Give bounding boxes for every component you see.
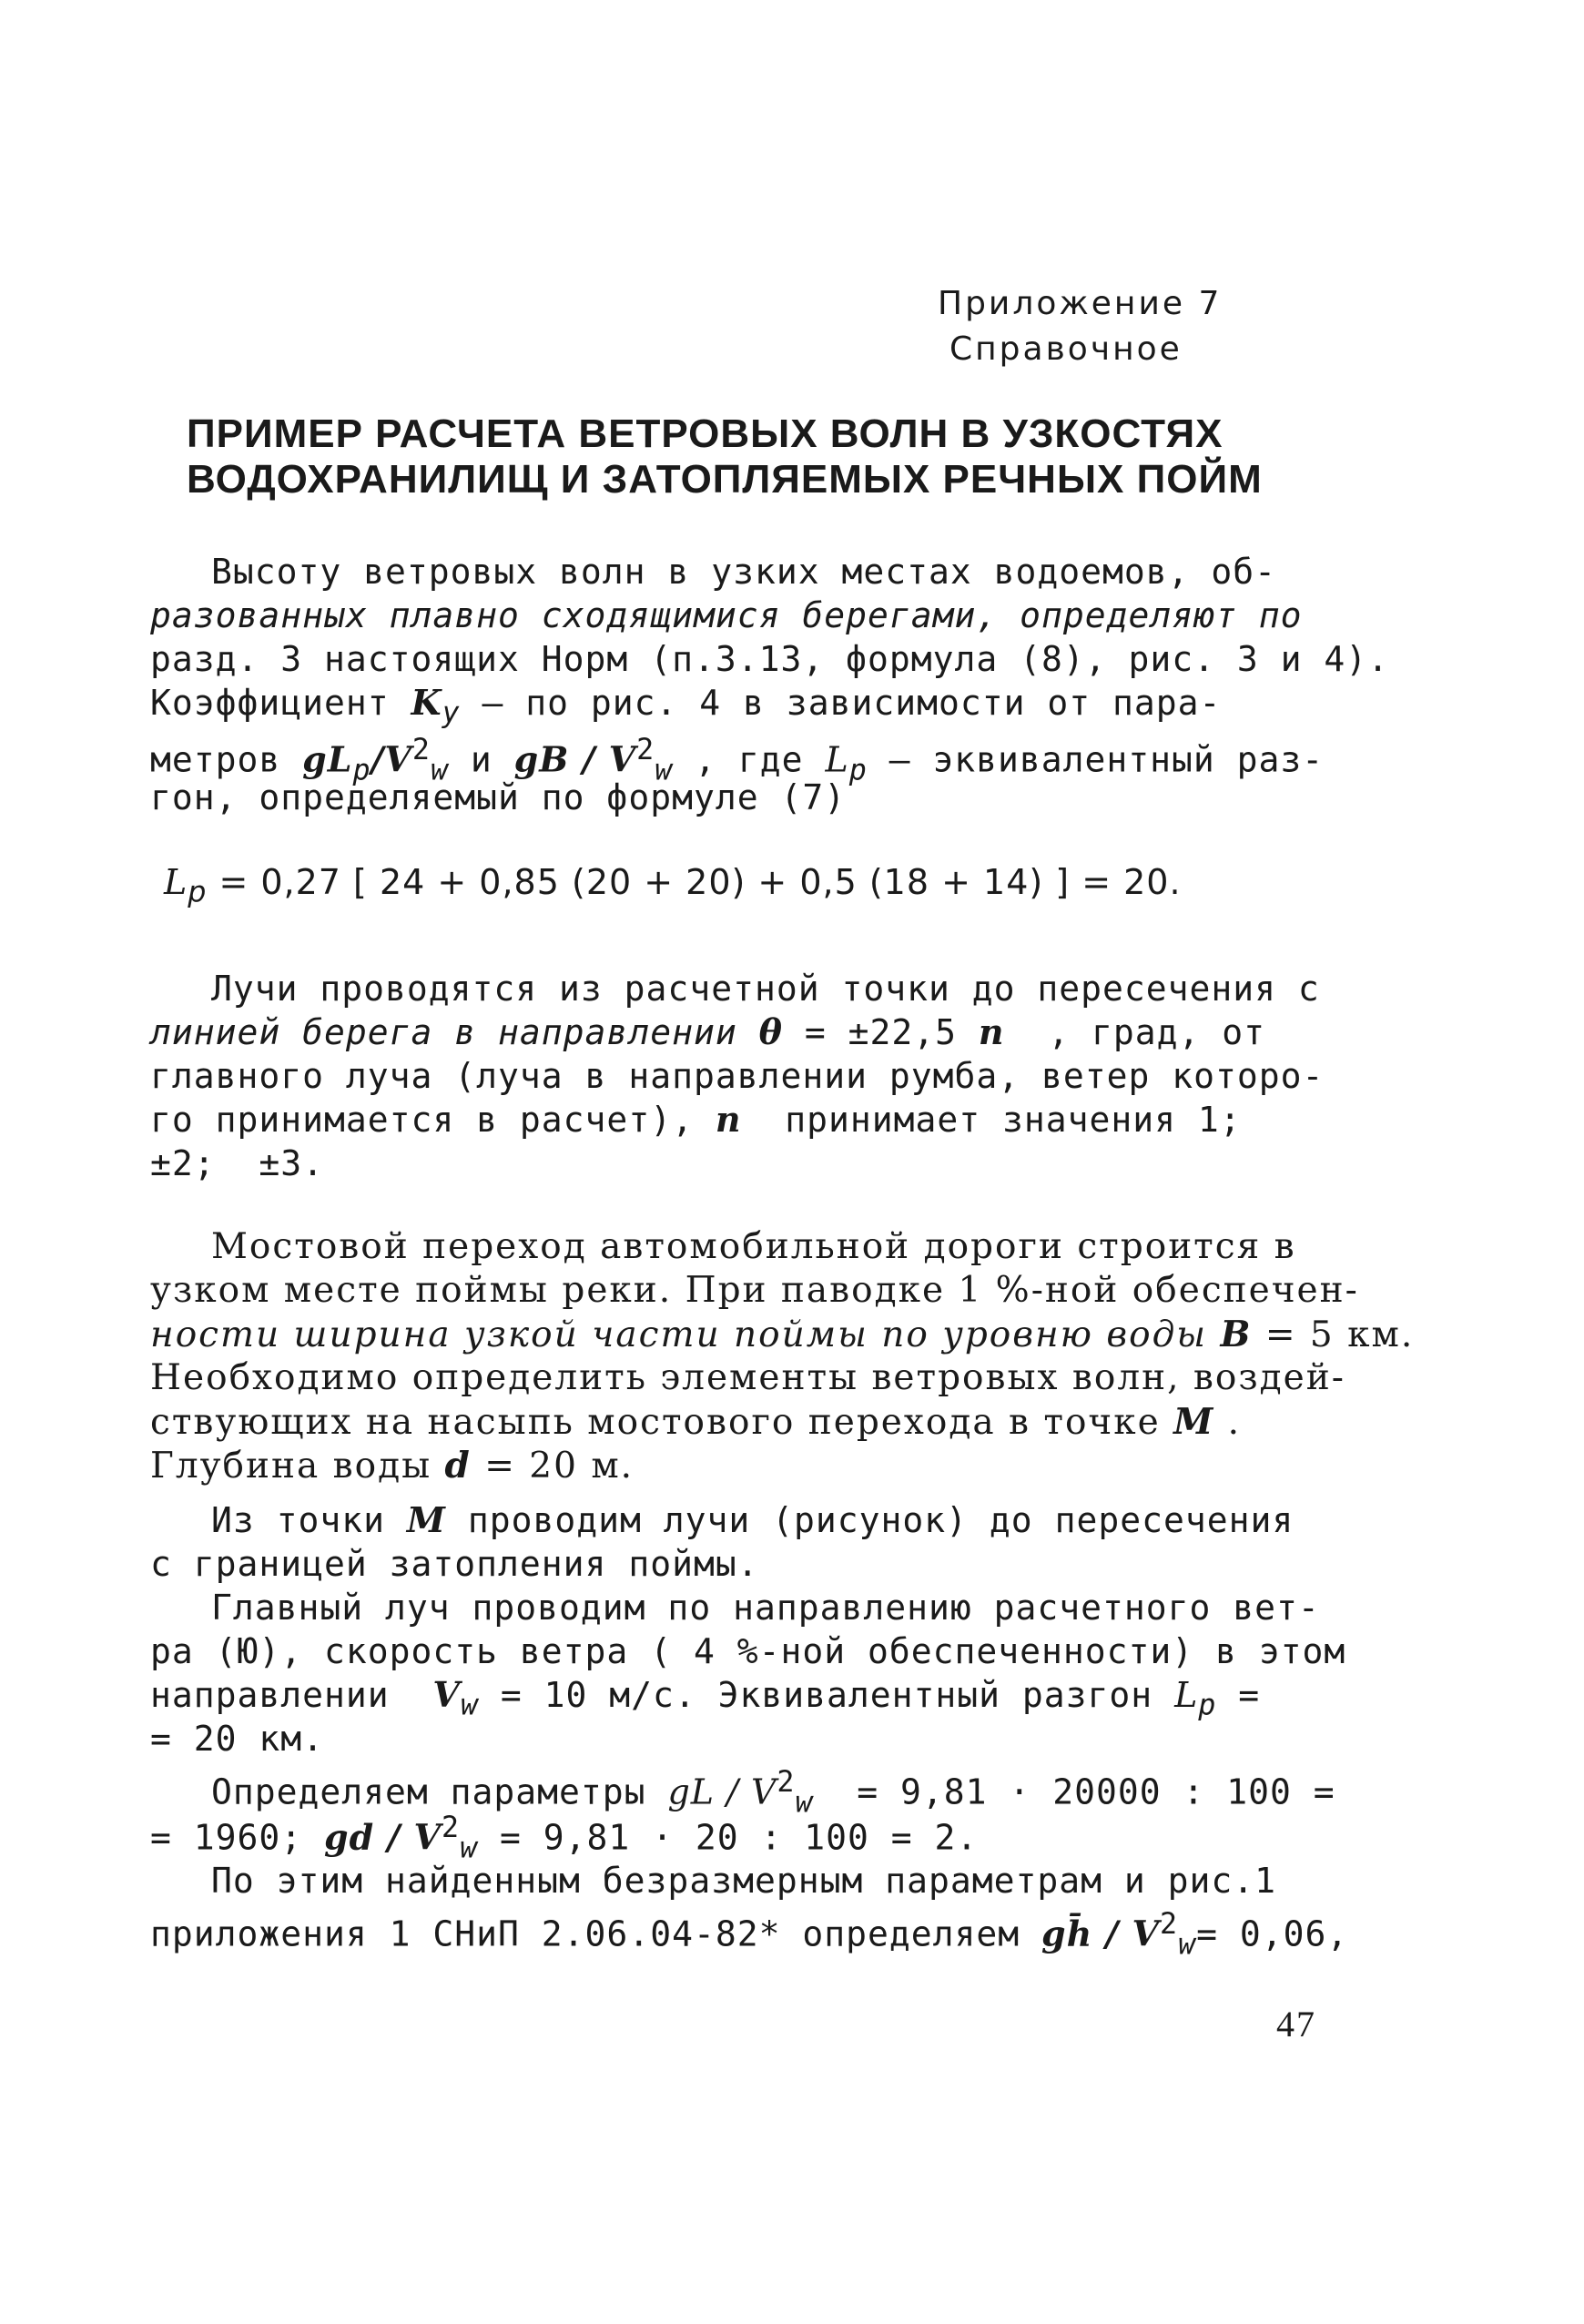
para5-line-1: Главный луч проводим по направлению расчетного вет- [211, 1588, 1320, 1628]
para5-line-3: направлении $V_w = 10$ м/с. Эквивалентный разгон $L_p$ = [150, 1674, 1261, 1722]
para6-line-2: = 1960; gd / $V^2_w = 9,81 \cdot 20$ : 100 = 2. [150, 1812, 979, 1865]
para3-line-5: ствующих на насыпь мостового перехода в точке M . [150, 1401, 1242, 1443]
para1-line-4: Коэффициент $K_y$ – по рис. 4 в зависимости от пара- [150, 682, 1222, 730]
page-number: 47 [1276, 2004, 1316, 2045]
appendix-label: Приложение 7 [938, 285, 1223, 322]
para4-line-1: Из точки M проводим лучи (рисунок) до пересечения [211, 1499, 1295, 1540]
para3-line-4: Необходимо определить элементы ветровых волн, воздей- [150, 1357, 1345, 1398]
para2-line-4: го принимается в расчет), n принимает значения 1; [150, 1099, 1242, 1140]
para2-line-2: линией берега в направлении θ = ±22,5 n , град, от [150, 1011, 1266, 1052]
para5-line-4: = 20 км. [150, 1719, 325, 1759]
title-line-2: ВОДОХРАНИЛИЩ И ЗАТОПЛЯЕМЫХ РЕЧНЫХ ПОЙМ [187, 457, 1263, 502]
para6-line-1: Определяем параметры gL / $V^2_w = 9,81 \cdot 20000$ : 100 = [211, 1766, 1335, 1820]
para1-line-3: разд. 3 настоящих Норм (п.3.13, формула (8), рис. 3 и 4). [150, 639, 1390, 679]
title-line-1: ПРИМЕР РАСЧЕТА ВЕТРОВЫХ ВОЛН В УЗКОСТЯХ [187, 411, 1224, 456]
para3-line-2: узком месте поймы реки. При паводке 1 %-ной обеспечен- [150, 1270, 1359, 1311]
appendix-kind: Справочное [949, 330, 1183, 368]
para1-line-5: метров $gL_p/V^2_w$ и gB / $V^2_w$ , где $L_p$ – эквивалентный раз- [150, 734, 1325, 787]
para5-line-2: ра (Ю), скорость ветра ( 4 %-ной обеспеченности) в этом [150, 1631, 1346, 1671]
para3-line-1: Мостовой переход автомобильной дороги строится в [211, 1226, 1296, 1267]
para1-line-2: разованных плавно сходящимися берегами, определяют по [150, 595, 1303, 635]
para2-line-1: Лучи проводятся из расчетной точки до пересечения с [211, 969, 1320, 1009]
para3-line-3: ности ширина узкой части поймы по уровню воды B = 5 км. [150, 1314, 1415, 1355]
para4-line-2: с границей затопления поймы. [150, 1544, 759, 1584]
para7-line-2: приложения 1 СНиП 2.06.04-82* определяем gh̄ / $V^2_w= 0,06$, [150, 1908, 1349, 1962]
para1-line-1: Высоту ветровых волн в узких местах водоемов, об- [211, 552, 1277, 592]
formula-lp: $L_p = 0,27$ [ 24 + 0,85 (20 + 20) + 0,5 (18 + 14) ] = 20. [164, 862, 1182, 909]
para2-line-3: главного луча (луча в направлении румба, ветер которо- [150, 1056, 1325, 1096]
para7-line-1: По этим найденным безразмерным параметрам и рис.1 [211, 1861, 1277, 1901]
para1-line-6: гон, определяемый по формуле (7) [150, 777, 847, 817]
para2-line-5: ±2; ±3. [150, 1143, 325, 1183]
para3-line-6: Глубина воды d = 20 м. [150, 1445, 635, 1487]
